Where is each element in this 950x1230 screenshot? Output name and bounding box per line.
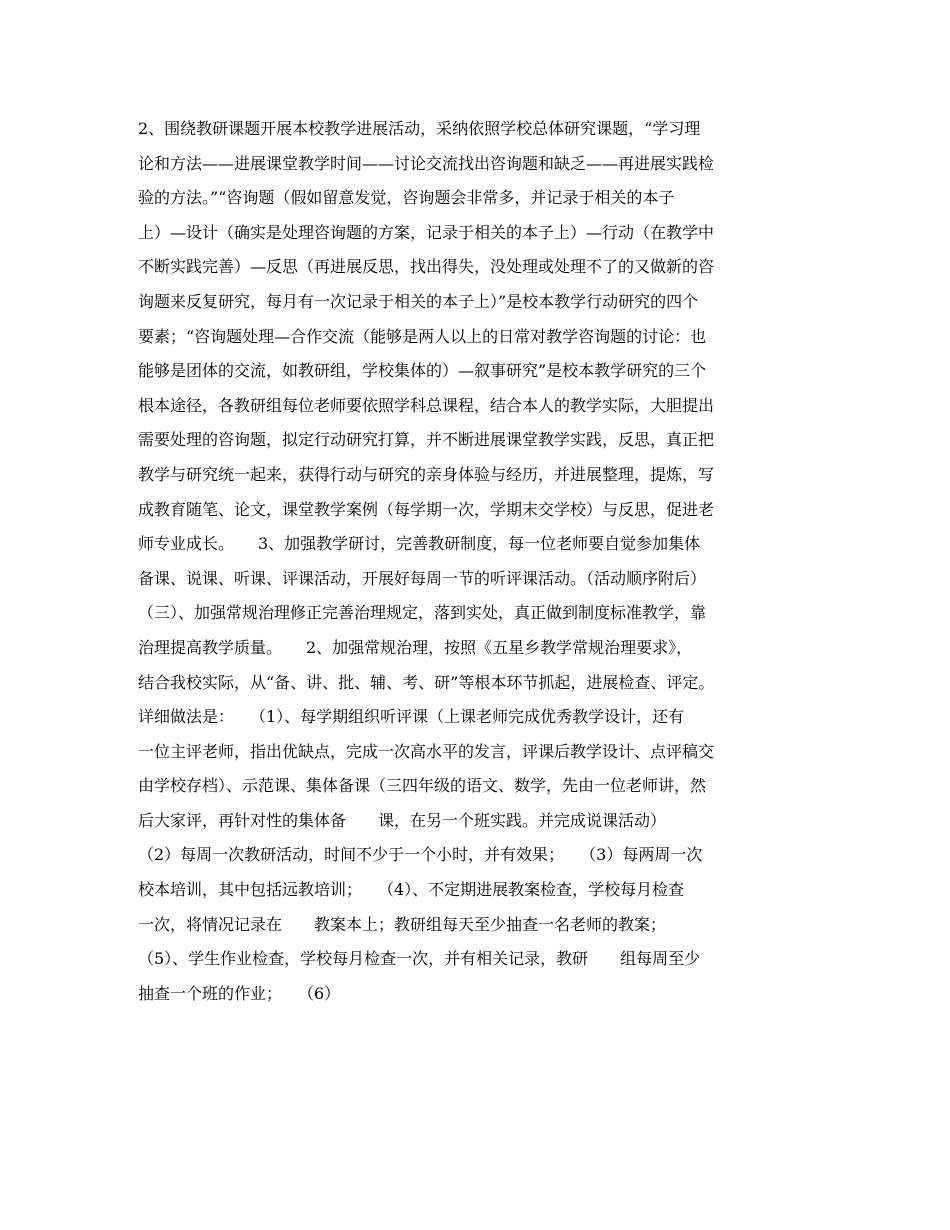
text-line: 根本途径，各教研组每位老师要依照学科总课程，结合本人的教学实际，大胆提出 [138, 395, 715, 415]
text-line: 不断实践完善）—反思（再进展反思，找出得失，没处理或处理不了的又做新的咨 [138, 257, 715, 277]
text-line: 教学与研究统一起来，获得行动与研究的亲身体验与经历，并进展整理，提炼，写 [138, 464, 715, 484]
text-line: 2、围绕教研课题开展本校教学进展活动，采纳依照学校总体研究课题，“学习理 [138, 119, 701, 138]
text-line: 能够是团体的交流，如教研组，学校集体的）—叙事研究”是校本教学研究的三个 [138, 361, 707, 381]
text-line: 论和方法——进展课堂教学时间——讨论交流找出咨询题和缺乏——再进展实践检 [138, 153, 715, 173]
text-line: 校本培训，其中包括远教培训； （4）、不定期进展教案检查，学校每月检查 [138, 880, 685, 900]
text-line: 需要处理的咨询题，拟定行动研究打算，并不断进展课堂教学实践，反思，真正把 [138, 430, 715, 450]
text-line: 结合我校实际，从“备、讲、批、辅、考、研”等根本环节抓起，进展检查、评定。 [138, 672, 715, 692]
text-line: 询题来反复研究，每月有一次记录于相关的本子上）”是校本教学行动研究的四个 [138, 291, 699, 311]
text-line: 备课、说课、听课、评课活动，开展好每周一节的听评课活动。（活动顺序附后） [138, 568, 707, 588]
text-line: 上）—设计（确实是处理咨询题的方案，记录于相关的本子上）—行动（在教学中 [138, 222, 715, 242]
document-body-text [138, 112, 838, 1011]
text-line: 抽查一个班的作业； （6） [138, 983, 341, 1003]
text-line: 验的方法。”“咨询题（假如留意发觉，咨询题会非常多，并记录于相关的本子 [138, 188, 675, 208]
text-line: 成教育随笔、论文，课堂教学案例（每学期一次，学期末交学校）与反思，促进老 [138, 499, 715, 519]
text-line: 由学校存档）、示范课、集体备课（三四年级的语文、数学，先由一位老师讲，然 [138, 776, 707, 796]
text-line: 后大家评，再针对性的集体备 课，在另一个班实践。并完成说课活动） [138, 810, 667, 830]
text-line: 要素；“咨询题处理—合作交流（能够是两人以上的日常对教学咨询题的讨论：也 [138, 326, 707, 346]
text-line: 师专业成长。 3、加强教学研讨，完善教研制度，每一位老师要自觉参加集体 [138, 534, 701, 554]
text-line: （三）、加强常规治理修正完善治理规定，落到实处，真正做到制度标准教学，靠 [138, 603, 707, 623]
text-line: 详细做法是： （1）、每学期组织听评课（上课老师完成优秀教学设计，还有 [138, 707, 685, 727]
text-line: 治理提高教学质量。 2、加强常规治理，按照《五星乡教学常规治理要求》， [138, 637, 693, 657]
text-line: 一次，将情况记录在 教案本上；教研组每天至少抽查一名老师的教案； [138, 914, 667, 934]
text-line: （2）每周一次教研活动，时间不少于一个小时，并有效果； （3）每两周一次 [138, 845, 703, 865]
text-line: 一位主评老师，指出优缺点，完成一次高水平的发言，评课后教学设计、点评稿交 [138, 741, 715, 761]
text-line: （5）、学生作业检查，学校每月检查一次，并有相关记录，教研 组每周至少 [138, 949, 701, 969]
